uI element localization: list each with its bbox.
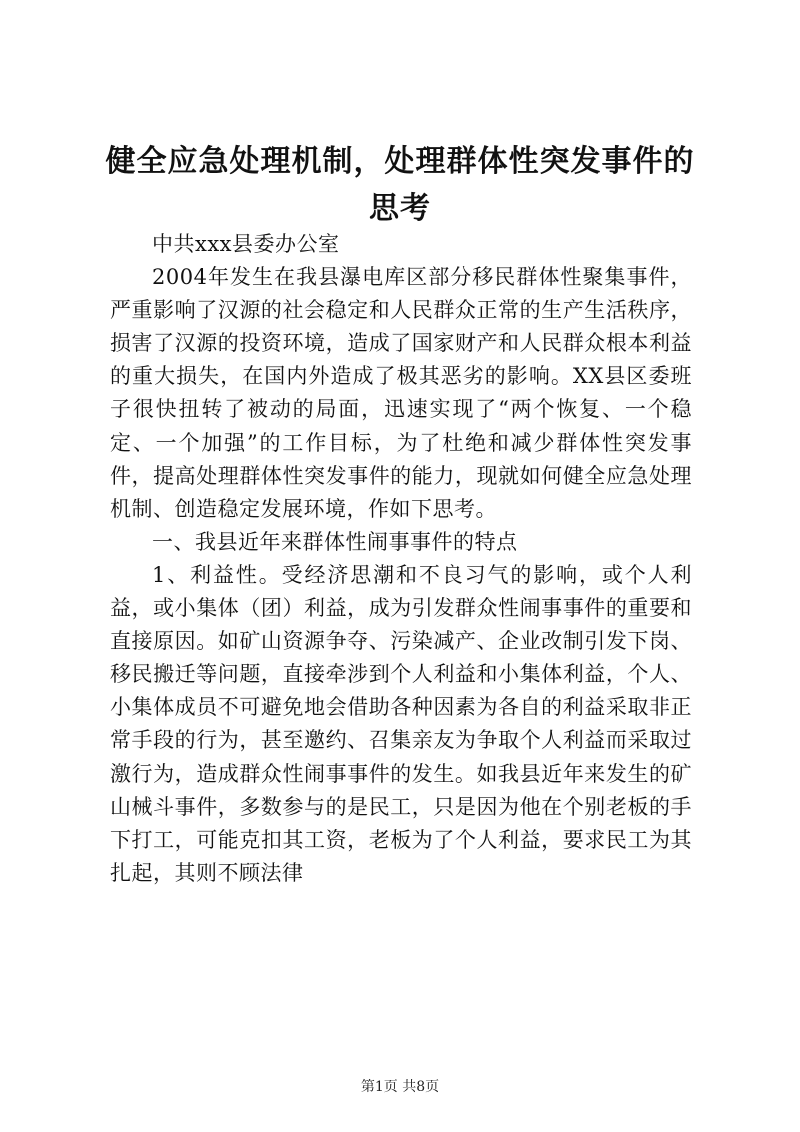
author-line: 中共xxx县委办公室	[152, 232, 340, 256]
page-number-footer: 第1页 共8页	[360, 1079, 440, 1095]
paragraph-point-1: 1、利益性。受经济思潮和不良习气的影响，或个人利益，或小集体（团）利益，成为引发群众性闹事事件的重要和直接原因。如矿山资源争夺、污染减产、企业改制引发下岗、移民搬迁等问题，直接牵涉到个人利益和小集体利益，个人、小集体成员不可避免地会借助各种因素为各自的利益采取非正常手段的行为，甚至邀约、召集亲友为争取个人利益而采取过激行为，造成群众性闹事事件的发生。如我县近年来发生的矿山械斗事件，多数参与的是民工，只是因为他在个别老板的手下打工，可能克扣其工资，老板为了个人利益，要求民工为其扎起，其则不顾法律	[110, 562, 692, 885]
document-body	[110, 228, 692, 890]
document-title: 健全应急处理机制，处理群体性突发事件的思考	[105, 144, 695, 226]
section-heading-1: 一、我县近年来群体性闹事事件的特点	[152, 529, 518, 554]
paragraph-intro: 2004年发生在我县瀑电库区部分移民群体性聚集事件，严重影响了汉源的社会稳定和人民群众正常的生产生活秩序，损害了汉源的投资环境，造成了国家财产和人民群众根本利益的重大损失，在国内外造成了极其恶劣的影响。XX县区委班子很快扭转了被动的局面，迅速实现了“两个恢复、一个稳定、一个加强”的工作目标，为了杜绝和减少群体性突发事件，提高处理群体性突发事件的能力，现就如何健全应急处理机制、创造稳定发展环境，作如下思考。	[110, 265, 692, 521]
